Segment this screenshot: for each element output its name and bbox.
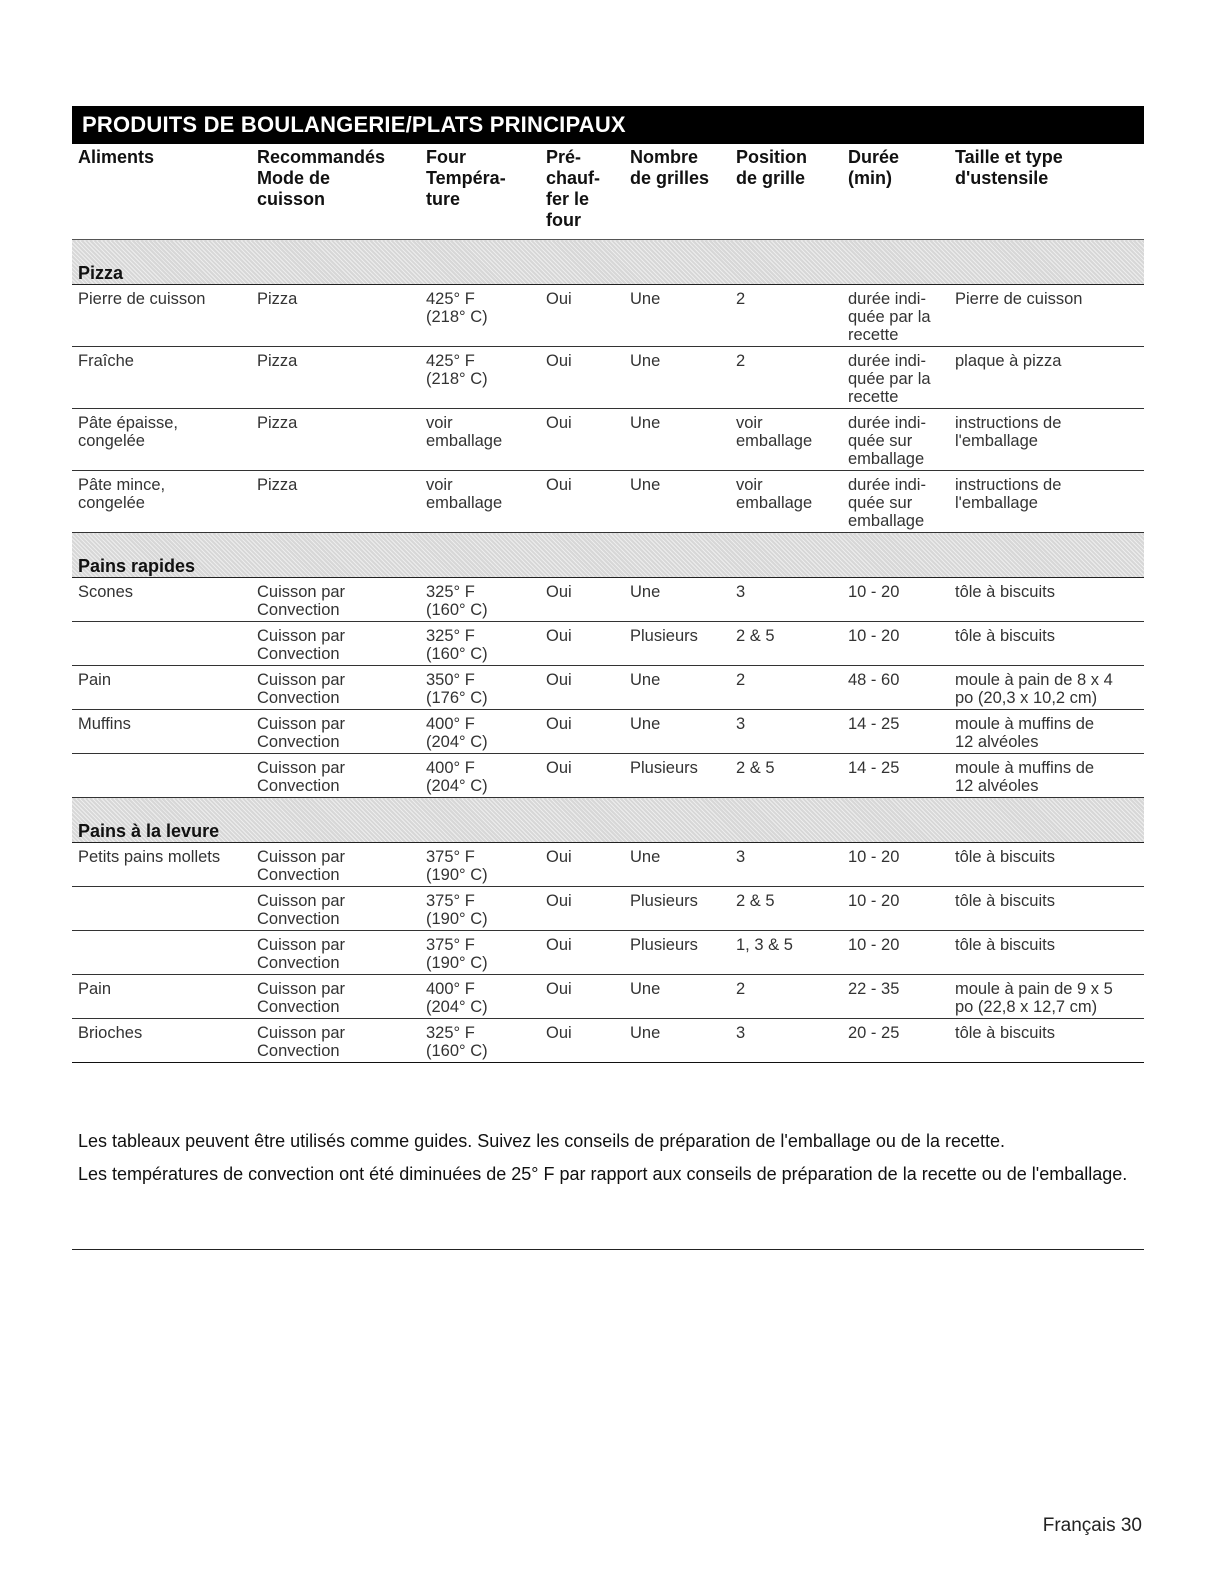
cell-ustensile: moule à pain de 8 x 4 po (20,3 x 10,2 cm) bbox=[949, 666, 1144, 710]
cell-nombre-grilles: Une bbox=[624, 578, 730, 622]
section-title: Pains rapides bbox=[72, 533, 1144, 578]
table-row bbox=[72, 975, 1144, 1019]
cell-mode: Pizza bbox=[251, 409, 420, 471]
section-header-row bbox=[72, 240, 1144, 285]
cell-position-grille: 2 bbox=[730, 285, 842, 347]
cell-ustensile: tôle à biscuits bbox=[949, 622, 1144, 666]
cell-ustensile: tôle à biscuits bbox=[949, 578, 1144, 622]
cell-ustensile: plaque à pizza bbox=[949, 347, 1144, 409]
cell-position-grille: 2 bbox=[730, 975, 842, 1019]
cell-aliment: Fraîche bbox=[72, 347, 251, 409]
cell-temperature: 400° F (204° C) bbox=[420, 710, 540, 754]
cell-prechauffer: Oui bbox=[540, 1019, 624, 1063]
table-row bbox=[72, 471, 1144, 533]
cell-position-grille: 2 & 5 bbox=[730, 754, 842, 798]
cell-duree: 10 - 20 bbox=[842, 578, 949, 622]
cell-ustensile: tôle à biscuits bbox=[949, 1019, 1144, 1063]
table-row bbox=[72, 843, 1144, 887]
table-row bbox=[72, 666, 1144, 710]
cell-aliment bbox=[72, 887, 251, 931]
cell-mode: Cuisson par Convection bbox=[251, 975, 420, 1019]
cell-temperature: 425° F (218° C) bbox=[420, 347, 540, 409]
cell-duree: 22 - 35 bbox=[842, 975, 949, 1019]
table-row bbox=[72, 1019, 1144, 1063]
header-temperature: Four Tempéra- ture bbox=[420, 147, 540, 240]
cell-aliment: Petits pains mollets bbox=[72, 843, 251, 887]
cell-temperature: 350° F (176° C) bbox=[420, 666, 540, 710]
cell-prechauffer: Oui bbox=[540, 931, 624, 975]
cell-prechauffer: Oui bbox=[540, 887, 624, 931]
cell-aliment bbox=[72, 931, 251, 975]
cell-mode: Cuisson par Convection bbox=[251, 754, 420, 798]
cell-temperature: 375° F (190° C) bbox=[420, 931, 540, 975]
cell-temperature: 375° F (190° C) bbox=[420, 843, 540, 887]
cell-aliment: Pain bbox=[72, 666, 251, 710]
cell-ustensile: Pierre de cuisson bbox=[949, 285, 1144, 347]
cell-ustensile: moule à muffins de 12 alvéoles bbox=[949, 710, 1144, 754]
cell-nombre-grilles: Une bbox=[624, 1019, 730, 1063]
table-row bbox=[72, 409, 1144, 471]
table-row bbox=[72, 578, 1144, 622]
header-position-grille: Position de grille bbox=[730, 147, 842, 240]
cell-mode: Cuisson par Convection bbox=[251, 710, 420, 754]
table-row bbox=[72, 710, 1144, 754]
cell-temperature: 325° F (160° C) bbox=[420, 1019, 540, 1063]
cell-ustensile: tôle à biscuits bbox=[949, 931, 1144, 975]
table-row bbox=[72, 285, 1144, 347]
cell-temperature: 325° F (160° C) bbox=[420, 622, 540, 666]
cell-nombre-grilles: Une bbox=[624, 409, 730, 471]
cell-mode: Cuisson par Convection bbox=[251, 887, 420, 931]
table-row bbox=[72, 347, 1144, 409]
cell-position-grille: voir emballage bbox=[730, 471, 842, 533]
cell-duree: 20 - 25 bbox=[842, 1019, 949, 1063]
cell-duree: 14 - 25 bbox=[842, 754, 949, 798]
cell-aliment: Pâte mince, congelée bbox=[72, 471, 251, 533]
cell-nombre-grilles: Plusieurs bbox=[624, 931, 730, 975]
table-row bbox=[72, 622, 1144, 666]
cell-aliment: Pâte épaisse, congelée bbox=[72, 409, 251, 471]
header-row bbox=[72, 147, 1144, 240]
table-row bbox=[72, 754, 1144, 798]
cell-duree: durée indi- quée sur emballage bbox=[842, 471, 949, 533]
cell-mode: Pizza bbox=[251, 471, 420, 533]
header-duree: Durée (min) bbox=[842, 147, 949, 240]
cell-prechauffer: Oui bbox=[540, 666, 624, 710]
cell-position-grille: 3 bbox=[730, 710, 842, 754]
cell-nombre-grilles: Plusieurs bbox=[624, 622, 730, 666]
cell-temperature: voir emballage bbox=[420, 409, 540, 471]
cell-duree: durée indi- quée par la recette bbox=[842, 347, 949, 409]
cell-position-grille: 2 & 5 bbox=[730, 622, 842, 666]
table-row bbox=[72, 931, 1144, 975]
cell-mode: Cuisson par Convection bbox=[251, 843, 420, 887]
cell-aliment: Pain bbox=[72, 975, 251, 1019]
cell-nombre-grilles: Plusieurs bbox=[624, 754, 730, 798]
cell-aliment: Pierre de cuisson bbox=[72, 285, 251, 347]
cell-nombre-grilles: Une bbox=[624, 471, 730, 533]
cell-mode: Pizza bbox=[251, 285, 420, 347]
cell-prechauffer: Oui bbox=[540, 754, 624, 798]
header-mode: Recommandés Mode de cuisson bbox=[251, 147, 420, 240]
cell-position-grille: 2 bbox=[730, 666, 842, 710]
cell-duree: 10 - 20 bbox=[842, 887, 949, 931]
cell-aliment: Scones bbox=[72, 578, 251, 622]
bottom-divider bbox=[72, 1249, 1144, 1250]
cell-position-grille: 1, 3 & 5 bbox=[730, 931, 842, 975]
cell-prechauffer: Oui bbox=[540, 578, 624, 622]
cell-nombre-grilles: Plusieurs bbox=[624, 887, 730, 931]
cell-nombre-grilles: Une bbox=[624, 975, 730, 1019]
section-title: Pains à la levure bbox=[72, 798, 1144, 843]
table-row bbox=[72, 887, 1144, 931]
cell-duree: durée indi- quée sur emballage bbox=[842, 409, 949, 471]
cell-aliment bbox=[72, 622, 251, 666]
note-convection: Les températures de convection ont été diminuées de 25° F par rapport aux conseils de préparation de la recette ou de l'emballage. bbox=[78, 1164, 1128, 1184]
cell-duree: 10 - 20 bbox=[842, 622, 949, 666]
page-footer: Français 30 bbox=[1042, 1515, 1142, 1536]
cell-prechauffer: Oui bbox=[540, 975, 624, 1019]
cell-prechauffer: Oui bbox=[540, 409, 624, 471]
cell-prechauffer: Oui bbox=[540, 710, 624, 754]
cell-nombre-grilles: Une bbox=[624, 710, 730, 754]
cell-temperature: 400° F (204° C) bbox=[420, 754, 540, 798]
cell-temperature: 425° F (218° C) bbox=[420, 285, 540, 347]
table-title: PRODUITS DE BOULANGERIE/PLATS PRINCIPAUX bbox=[72, 106, 1144, 144]
cell-mode: Cuisson par Convection bbox=[251, 578, 420, 622]
cell-ustensile: tôle à biscuits bbox=[949, 843, 1144, 887]
header-nombre-grilles: Nombre de grilles bbox=[624, 147, 730, 240]
cell-aliment: Brioches bbox=[72, 1019, 251, 1063]
cell-mode: Cuisson par Convection bbox=[251, 666, 420, 710]
cell-prechauffer: Oui bbox=[540, 471, 624, 533]
cell-position-grille: 3 bbox=[730, 843, 842, 887]
cell-position-grille: voir emballage bbox=[730, 409, 842, 471]
cell-mode: Cuisson par Convection bbox=[251, 931, 420, 975]
cell-prechauffer: Oui bbox=[540, 285, 624, 347]
cell-mode: Cuisson par Convection bbox=[251, 622, 420, 666]
cell-prechauffer: Oui bbox=[540, 843, 624, 887]
cell-nombre-grilles: Une bbox=[624, 347, 730, 409]
cell-temperature: 325° F (160° C) bbox=[420, 578, 540, 622]
table-body bbox=[72, 240, 1144, 1063]
cell-nombre-grilles: Une bbox=[624, 843, 730, 887]
cell-duree: durée indi- quée par la recette bbox=[842, 285, 949, 347]
cell-position-grille: 3 bbox=[730, 1019, 842, 1063]
header-aliments: Aliments bbox=[72, 147, 251, 240]
cell-aliment: Muffins bbox=[72, 710, 251, 754]
cell-position-grille: 3 bbox=[730, 578, 842, 622]
cell-ustensile: instructions de l'emballage bbox=[949, 471, 1144, 533]
baking-table bbox=[72, 147, 1144, 1063]
cell-temperature: 375° F (190° C) bbox=[420, 887, 540, 931]
section-header-row bbox=[72, 798, 1144, 843]
notes bbox=[78, 1130, 1144, 1196]
cell-nombre-grilles: Une bbox=[624, 666, 730, 710]
cell-ustensile: tôle à biscuits bbox=[949, 887, 1144, 931]
cell-position-grille: 2 & 5 bbox=[730, 887, 842, 931]
cell-ustensile: instructions de l'emballage bbox=[949, 409, 1144, 471]
cell-temperature: voir emballage bbox=[420, 471, 540, 533]
section-header-row bbox=[72, 533, 1144, 578]
note-guides: Les tableaux peuvent être utilisés comme guides. Suivez les conseils de préparation de l'emballage ou de la recette. bbox=[78, 1131, 1005, 1151]
cell-temperature: 400° F (204° C) bbox=[420, 975, 540, 1019]
cell-ustensile: moule à pain de 9 x 5 po (22,8 x 12,7 cm) bbox=[949, 975, 1144, 1019]
header-ustensile: Taille et type d'ustensile bbox=[949, 147, 1144, 240]
cell-duree: 14 - 25 bbox=[842, 710, 949, 754]
cell-aliment bbox=[72, 754, 251, 798]
cell-mode: Pizza bbox=[251, 347, 420, 409]
cell-duree: 10 - 20 bbox=[842, 843, 949, 887]
cell-nombre-grilles: Une bbox=[624, 285, 730, 347]
cell-position-grille: 2 bbox=[730, 347, 842, 409]
cell-mode: Cuisson par Convection bbox=[251, 1019, 420, 1063]
cell-duree: 10 - 20 bbox=[842, 931, 949, 975]
header-prechauffer: Pré- chauf- fer le four bbox=[540, 147, 624, 240]
cell-duree: 48 - 60 bbox=[842, 666, 949, 710]
cell-prechauffer: Oui bbox=[540, 347, 624, 409]
cell-prechauffer: Oui bbox=[540, 622, 624, 666]
section-title: Pizza bbox=[72, 240, 1144, 285]
cell-ustensile: moule à muffins de 12 alvéoles bbox=[949, 754, 1144, 798]
